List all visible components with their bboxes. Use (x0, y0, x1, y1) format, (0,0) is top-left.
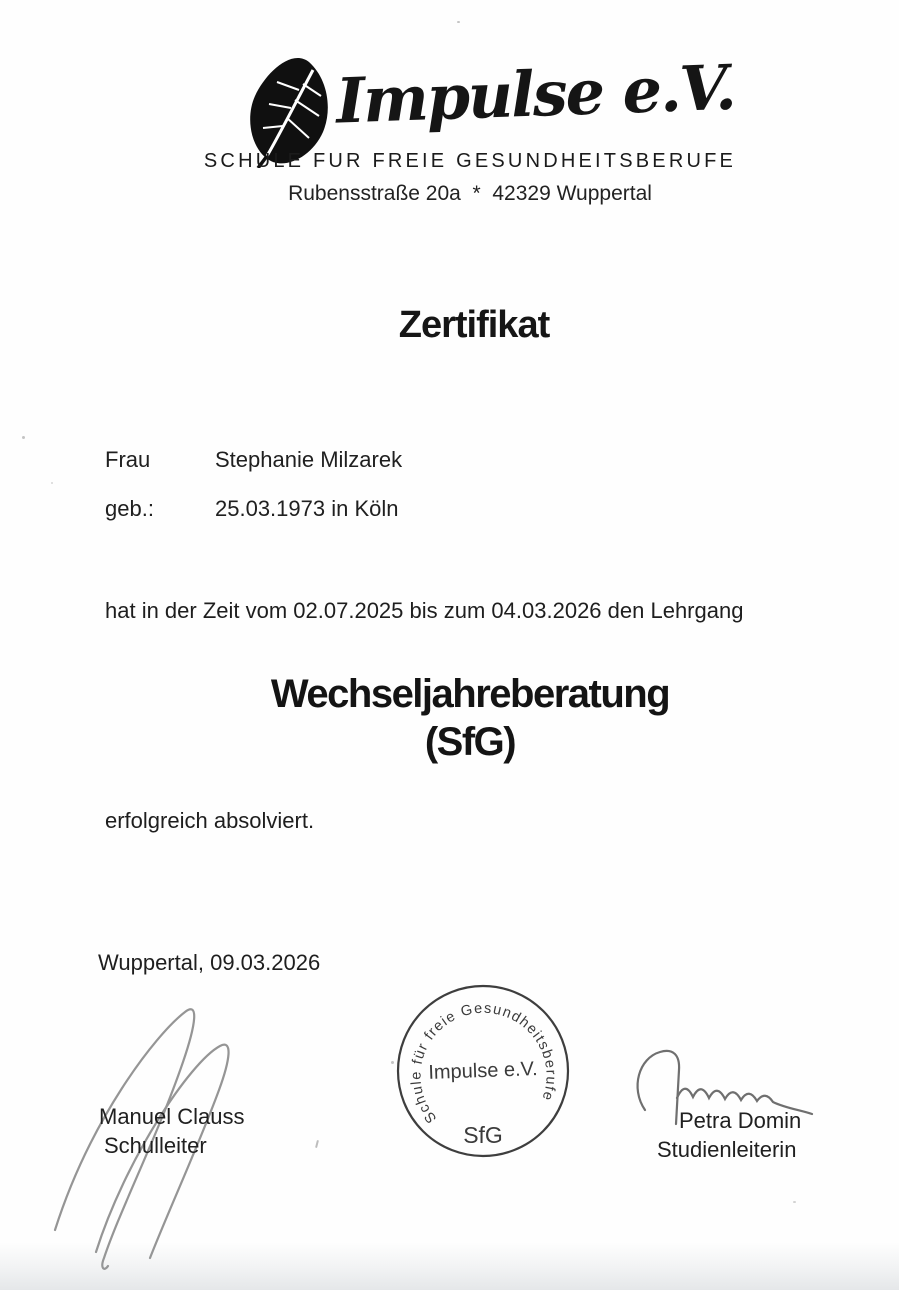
signatory-right-name: Petra Domin (679, 1108, 802, 1133)
course-title (40, 670, 899, 766)
scan-speck (793, 1201, 796, 1203)
course-title-line1: Wechseljahreberatung (270, 672, 670, 716)
stamp-center-text: Impulse e.V. (427, 1058, 539, 1084)
certificate-title: Zertifikat (398, 304, 550, 346)
place-and-date: Wuppertal, 09.03.2026 (98, 950, 321, 975)
scan-speck (391, 1061, 394, 1064)
course-period-line: hat in der Zeit vom 02.07.2025 bis zum 04.03.2026 den Lehrgang (105, 598, 744, 623)
recipient-name: Stephanie Milzarek (215, 447, 403, 472)
scan-speck (315, 1140, 319, 1148)
round-stamp (388, 976, 578, 1166)
scan-speck (22, 436, 25, 439)
salutation-label: Frau (105, 447, 151, 472)
birth-info: 25.03.1973 in Köln (215, 496, 399, 521)
course-title-line2: (SfG) (424, 720, 516, 764)
org-subtitle: SCHULE FUR FREIE GESUNDHEITSBERUFE (203, 150, 737, 172)
scan-speck (51, 482, 53, 484)
signatory-left-role: Schulleiter (104, 1133, 207, 1158)
org-name: Impulse e.V. (334, 50, 736, 138)
stamp-bottom-text: SfG (463, 1122, 503, 1148)
scan-bottom-shadow (0, 1242, 899, 1290)
birth-label: geb.: (105, 496, 154, 521)
signatory-right-role: Studienleiterin (657, 1137, 797, 1162)
signatory-left-name: Manuel Clauss (99, 1104, 245, 1129)
scan-speck (457, 21, 460, 23)
org-address: Rubensstraße 20a * 42329 Wuppertal (288, 182, 652, 205)
completion-line: erfolgreich absolviert. (105, 808, 315, 833)
stamp-ring-text: Schule für freie Gesundheitsberufe (408, 1000, 559, 1126)
